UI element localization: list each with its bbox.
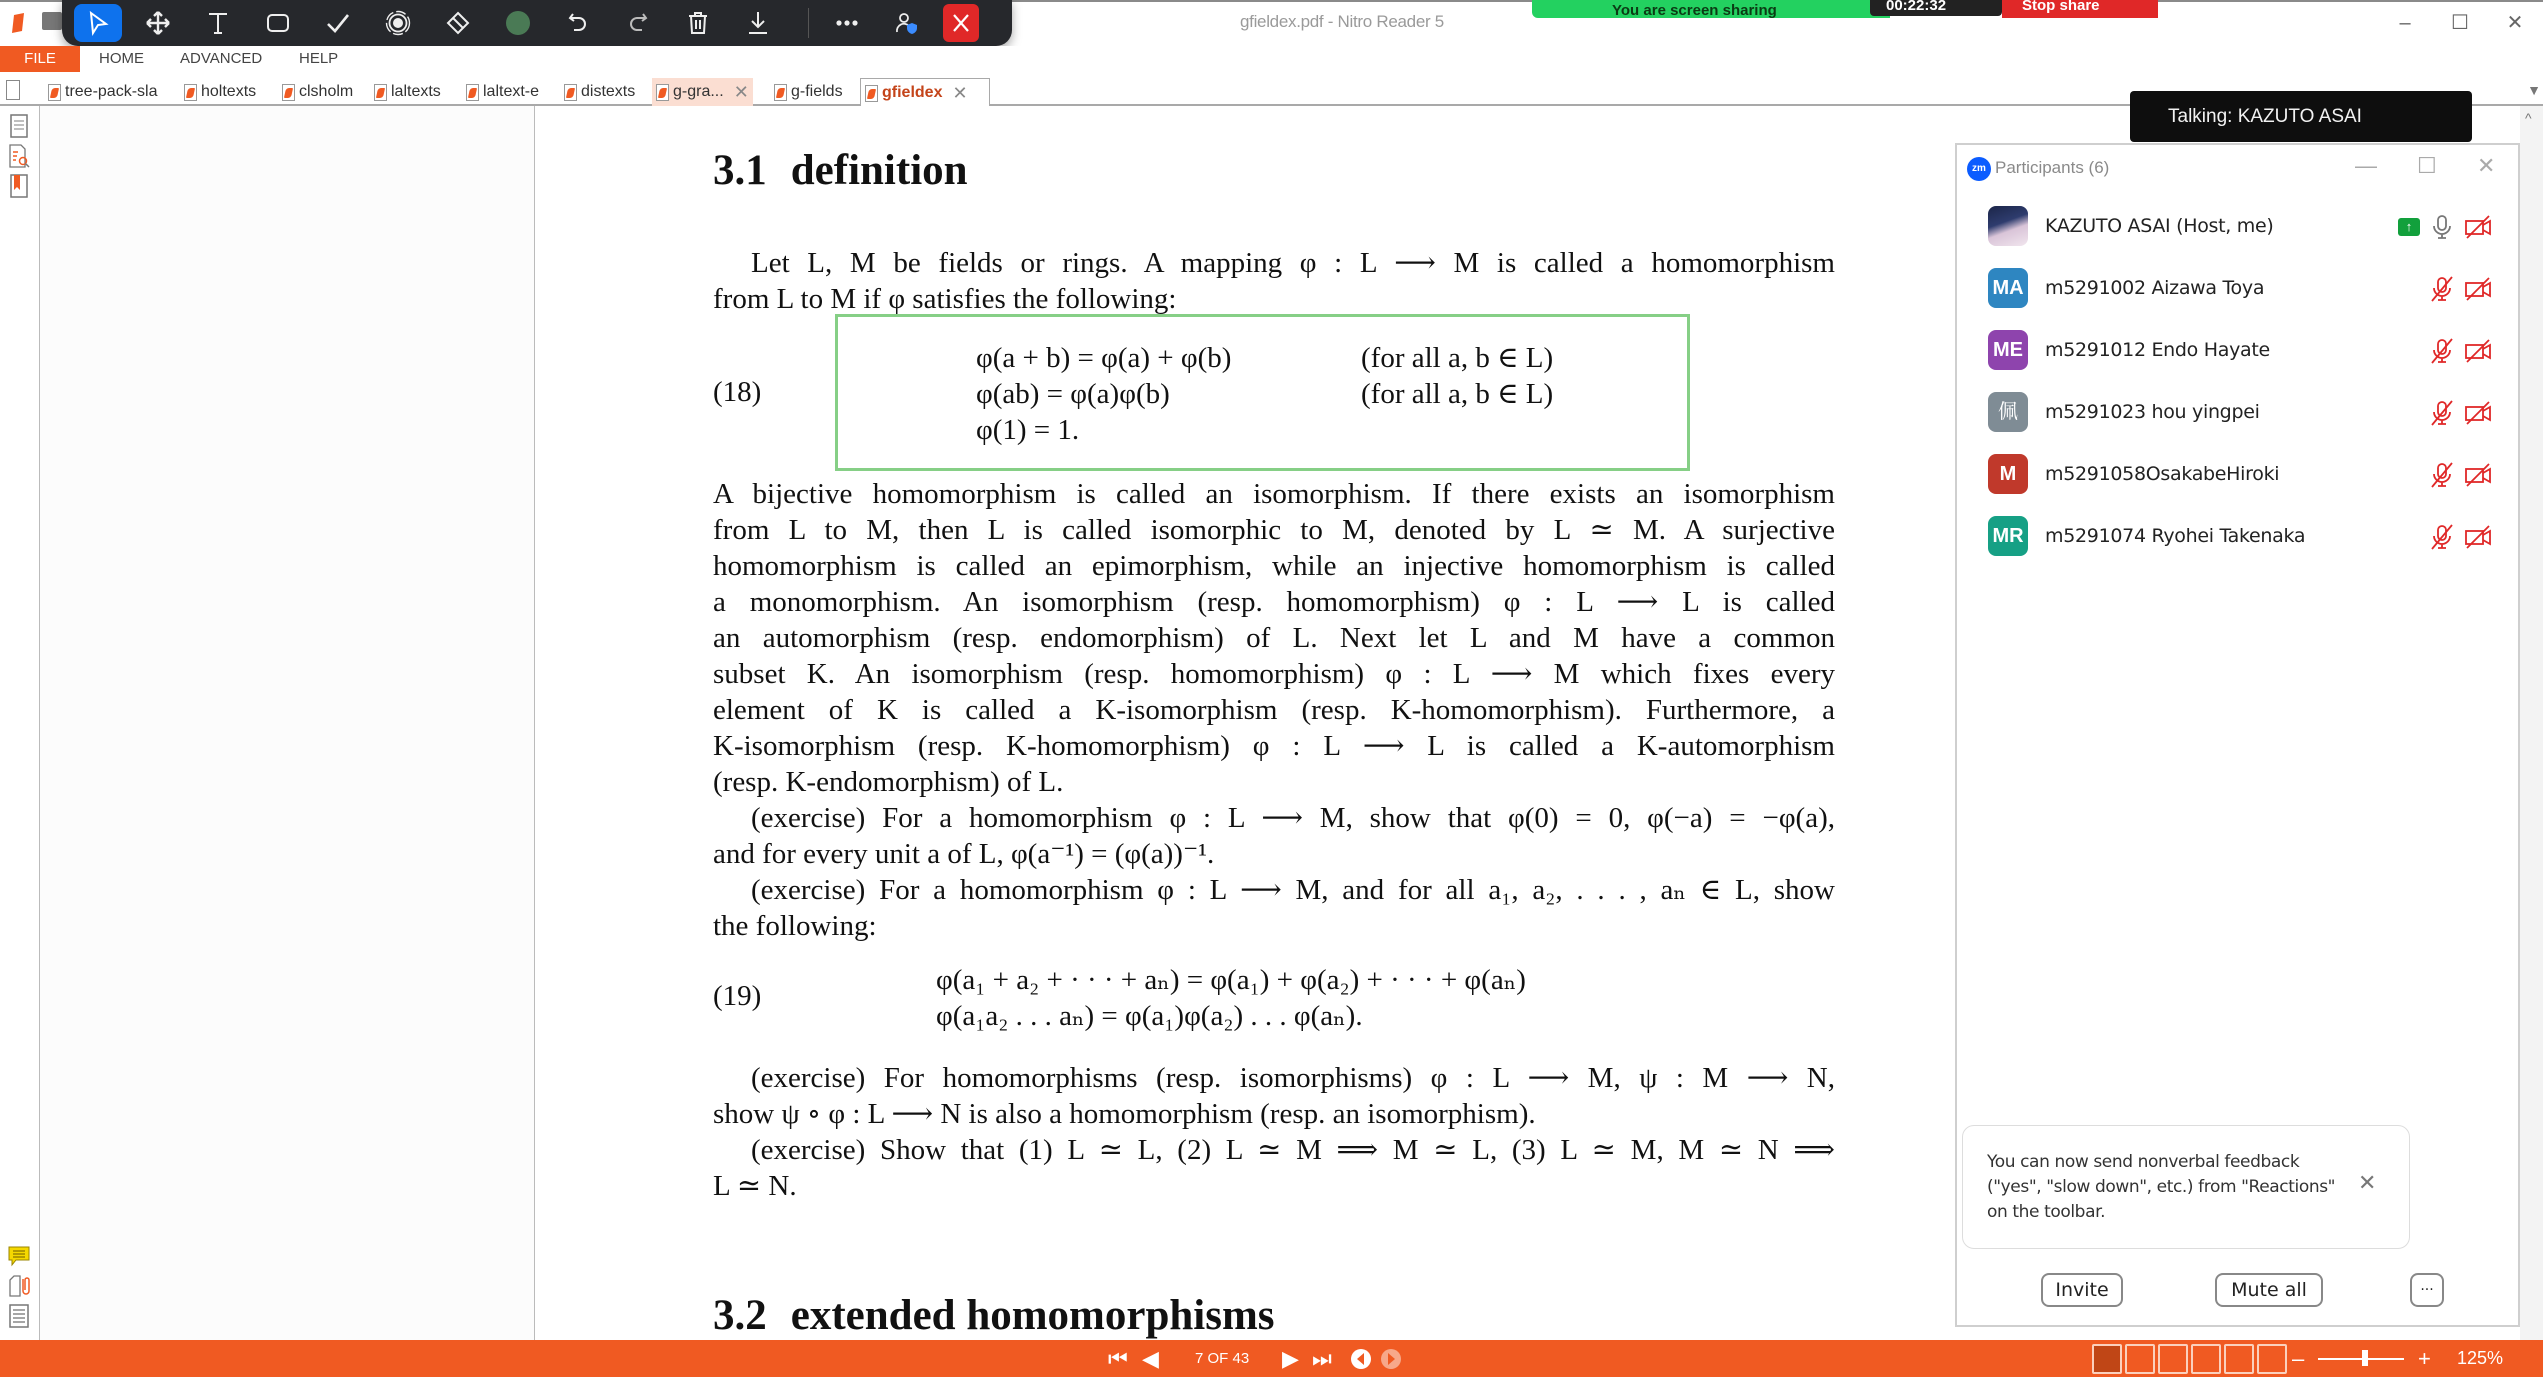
- avatar-initials: MA: [1988, 268, 2028, 308]
- paragraph-isomorphism: A bijective homomorphism is called an isomorphism. If there exists an isomorphism from L to M, then L is called isomorphic to M, denoted by L ≃ M. A surjective homomorphism is called an epimorphism, while an injective homomorphism is called a monomorphism. An isomorphism (resp. homomorphism) φ : L ⟶ L is called an automorphism (resp. endomorphism) of L. Next let L and M have a common subset K. An isomorphism (resp. homomorphism) φ : L ⟶ M which fixes every element of K is called a K-isomorphism (resp. K-homomorphism). Furthermore, a K-isomorphism (resp. K-homomorphism) φ : L ⟶ L is called a K-automorphism (resp. K-endomorphism) of L.: [713, 478, 1835, 798]
- participants-panel: [1955, 143, 2520, 1327]
- participant-name: m5291023 hou yingpei: [2045, 401, 2260, 423]
- participant-status-icons: [2420, 337, 2492, 365]
- avatar-photo: [1988, 206, 2028, 246]
- participant-status-icons: [2420, 523, 2492, 551]
- bookmark-icon[interactable]: [8, 174, 30, 198]
- participant-row[interactable]: [1957, 505, 2518, 567]
- microphone-muted-icon[interactable]: [2428, 399, 2456, 427]
- video-off-icon[interactable]: [2464, 213, 2492, 241]
- close-window-button[interactable]: ✕: [2506, 12, 2524, 34]
- save-button[interactable]: [734, 4, 782, 42]
- rectangle-tool-button[interactable]: [254, 4, 302, 42]
- equation-number-18: (18): [713, 376, 762, 408]
- zoom-in-button[interactable]: +: [2418, 1346, 2431, 1371]
- checkmark-icon: [325, 10, 351, 36]
- pdf-file-icon: [184, 84, 197, 101]
- forward-circle-icon: [1380, 1348, 1402, 1370]
- pdf-file-icon: [774, 84, 787, 101]
- invite-button[interactable]: Invite: [2041, 1273, 2123, 1307]
- equation-19-line-1: φ(a₁ + a₂ + · · · + aₙ) = φ(a₁) + φ(a₂) + · · · + φ(aₙ): [936, 964, 1526, 996]
- exercise-3: (exercise) For homomorphisms (resp. isomorphisms) φ : L ⟶ M, ψ : M ⟶ N, show ψ ∘ φ : L ⟶ N is also a homomorphism (resp. an isomorphism).: [713, 1062, 1835, 1130]
- ellipsis-icon: [834, 10, 860, 36]
- participant-name: KAZUTO ASAI (Host, me): [2045, 215, 2274, 237]
- pdf-file-icon: [282, 84, 295, 101]
- tab-holtexts[interactable]: holtexts: [180, 78, 260, 106]
- annotator-name-button[interactable]: [883, 4, 931, 42]
- section-heading-3-2: 3.2 extended homomorphisms: [713, 1292, 1275, 1339]
- participants-header: [1957, 145, 2518, 193]
- avatar-initials: 佩: [1988, 392, 2028, 432]
- spotlight-icon: [385, 10, 411, 36]
- share-timer[interactable]: 00:22:32: [1870, 0, 2002, 16]
- more-options-button[interactable]: ···: [2410, 1273, 2444, 1307]
- screen-share-status-icon: ↑: [2398, 218, 2420, 236]
- text-t-icon: [205, 10, 231, 36]
- previous-page-button[interactable]: ◀: [1142, 1346, 1159, 1371]
- page-number-field[interactable]: 7 OF 43: [1195, 1350, 1250, 1367]
- participants-title: Participants (6): [1995, 158, 2110, 177]
- participant-name: m5291058OsakabeHiroki: [2045, 463, 2280, 485]
- select-tool-button[interactable]: [74, 4, 122, 42]
- status-bar: [0, 1340, 2543, 1377]
- comments-icon[interactable]: [8, 1244, 30, 1268]
- panel-popout-button[interactable]: ☐: [2417, 153, 2437, 178]
- menu-bar: [0, 46, 2543, 72]
- section-heading-3-1: 3.1 definition: [713, 147, 968, 194]
- single-page-view-button[interactable]: [2092, 1344, 2122, 1374]
- text-tool-button[interactable]: [194, 4, 242, 42]
- continuous-view-button[interactable]: [2125, 1344, 2155, 1374]
- video-off-icon[interactable]: [2464, 399, 2492, 427]
- video-off-icon[interactable]: [2464, 275, 2492, 303]
- pdf-file-icon: [656, 84, 669, 101]
- next-page-button[interactable]: ▶: [1282, 1346, 1299, 1371]
- participant-row[interactable]: [1957, 257, 2518, 319]
- last-page-button[interactable]: ⏭: [1312, 1346, 1332, 1371]
- participant-status-icons: [2398, 213, 2492, 241]
- navigation-panel: [40, 106, 535, 1340]
- tab-gfieldex[interactable]: gfieldex ✕: [860, 78, 990, 109]
- nitro-logo-icon: [10, 12, 28, 34]
- talking-indicator: Talking: KAZUTO ASAI: [2130, 91, 2472, 142]
- exercise-4: (exercise) Show that (1) L ≃ L, (2) L ≃ M ⟹ M ≃ L, (3) L ≃ M, M ≃ N ⟹ L ≃ N.: [713, 1134, 1835, 1202]
- participant-row[interactable]: [1957, 319, 2518, 381]
- undo-button[interactable]: [554, 4, 602, 42]
- microphone-muted-icon[interactable]: [2428, 461, 2456, 489]
- menu-help[interactable]: HELP: [299, 50, 339, 67]
- close-tab-icon[interactable]: ✕: [733, 81, 749, 102]
- participant-row[interactable]: [1957, 443, 2518, 505]
- eraser-icon: [445, 10, 471, 36]
- microphone-muted-icon[interactable]: [2428, 523, 2456, 551]
- fit-page-view-button[interactable]: [2257, 1344, 2287, 1374]
- equation-18-line-1: φ(a + b) = φ(a) + φ(b): [976, 342, 1232, 374]
- scroll-up-arrow[interactable]: ^: [2525, 110, 2532, 126]
- download-icon: [745, 10, 771, 36]
- participant-name: m5291012 Endo Hayate: [2045, 339, 2270, 361]
- participant-status-icons: [2420, 275, 2492, 303]
- toolbar-divider: [808, 8, 809, 38]
- microphone-icon[interactable]: [2428, 213, 2456, 241]
- close-tab-icon[interactable]: ✕: [952, 82, 968, 103]
- back-circle-icon: [1350, 1348, 1372, 1370]
- facing-view-button[interactable]: [2158, 1344, 2188, 1374]
- participant-row[interactable]: [1957, 195, 2518, 257]
- pointer-icon: [85, 10, 111, 36]
- move-arrows-icon: [145, 10, 171, 36]
- redo-button[interactable]: [614, 4, 662, 42]
- fit-width-view-button[interactable]: [2224, 1344, 2254, 1374]
- exercise-1: (exercise) For a homomorphism φ : L ⟶ M, show that φ(0) = 0, φ(−a) = −φ(a), and for every unit a of L, φ(a⁻¹) = (φ(a))⁻¹.: [713, 802, 1835, 870]
- mute-all-button[interactable]: Mute all: [2215, 1273, 2323, 1307]
- zoom-logo-icon: zm: [1967, 157, 1991, 181]
- delete-button[interactable]: [674, 4, 722, 42]
- rectangle-icon: [265, 10, 291, 36]
- equation-number-19: (19): [713, 980, 762, 1012]
- tab-g-fields[interactable]: g-fields: [770, 78, 847, 106]
- menu-home[interactable]: HOME: [99, 50, 144, 67]
- participant-name: m5291002 Aizawa Toya: [2045, 277, 2265, 299]
- outline-list-icon[interactable]: [8, 1304, 30, 1328]
- pdf-file-icon: [865, 85, 878, 102]
- equation-19-line-2: φ(a₁a₂ . . . aₙ) = φ(a₁)φ(a₂) . . . φ(aₙ).: [936, 1000, 1363, 1032]
- next-view-button[interactable]: [1380, 1340, 1402, 1377]
- facing-continuous-view-button[interactable]: [2191, 1344, 2221, 1374]
- document-scrollbar[interactable]: [2520, 106, 2543, 1340]
- participant-row[interactable]: [1957, 381, 2518, 443]
- exercise-2: (exercise) For a homomorphism φ : L ⟶ M, and for all a₁, a₂, . . . , aₙ ∈ L, show the following:: [713, 874, 1835, 942]
- left-sidebar-rail: [0, 106, 40, 1340]
- pdf-file-icon: [374, 84, 387, 101]
- eraser-tool-button[interactable]: [434, 4, 482, 42]
- screen-sharing-indicator[interactable]: [1532, 0, 1890, 18]
- person-shield-icon: [894, 10, 920, 36]
- avatar-initials: MR: [1988, 516, 2028, 556]
- undo-icon: [565, 10, 591, 36]
- color-picker-button[interactable]: [494, 4, 542, 42]
- tab-clsholm[interactable]: clsholm: [278, 78, 357, 106]
- participant-status-icons: [2420, 461, 2492, 489]
- pages-thumbnail-icon[interactable]: [8, 114, 30, 138]
- video-off-icon[interactable]: [2464, 461, 2492, 489]
- pdf-file-icon: [564, 84, 577, 101]
- reactions-tip-tooltip: [1962, 1125, 2410, 1249]
- microphone-muted-icon[interactable]: [2428, 337, 2456, 365]
- annotation-toolbar: [62, 0, 1012, 46]
- paragraph-definition: Let L, M be fields or rings. A mapping φ : L ⟶ M is called a homomorphism from L to M if φ satisfies the following:: [713, 247, 1835, 315]
- tab-list-icon[interactable]: [6, 80, 20, 100]
- pdf-file-icon: [48, 84, 61, 101]
- tab-tree-pack-sla[interactable]: tree-pack-sla: [44, 78, 161, 106]
- equation-18-line-3: φ(1) = 1.: [976, 414, 1080, 446]
- microphone-muted-icon[interactable]: [2428, 275, 2456, 303]
- equation-highlight-box: [835, 314, 1690, 471]
- tab-overflow-dropdown[interactable]: ▼: [2527, 82, 2541, 98]
- pdf-file-icon: [466, 84, 479, 101]
- spotlight-tool-button[interactable]: [374, 4, 422, 42]
- equation-18-condition-2: (for all a, b ∈ L): [1361, 378, 1554, 410]
- equation-18-line-2: φ(ab) = φ(a)φ(b): [976, 378, 1170, 410]
- stop-share-button[interactable]: Stop share: [2002, 0, 2158, 18]
- tab-laltext-e[interactable]: laltext-e: [462, 78, 543, 106]
- move-tool-button[interactable]: [134, 4, 182, 42]
- video-off-icon[interactable]: [2464, 523, 2492, 551]
- trash-icon: [685, 10, 711, 36]
- stamp-check-tool-button[interactable]: [314, 4, 362, 42]
- open-folder-icon[interactable]: [42, 12, 62, 30]
- window-title: gfieldex.pdf - Nitro Reader 5: [1240, 12, 1444, 31]
- search-document-icon[interactable]: [8, 144, 30, 168]
- tab-g-gra[interactable]: g-gra... ✕: [652, 78, 753, 106]
- menu-file[interactable]: FILE: [0, 46, 80, 72]
- maximize-button[interactable]: ☐: [2451, 12, 2469, 34]
- panel-minimize-button[interactable]: —: [2355, 153, 2377, 178]
- panel-close-button[interactable]: ✕: [2477, 153, 2496, 178]
- screen-sharing-label: You are screen sharing: [1612, 2, 1777, 18]
- tab-distexts[interactable]: distexts: [560, 78, 639, 106]
- close-annotation-button[interactable]: [943, 4, 979, 42]
- equation-18-condition-1: (for all a, b ∈ L): [1361, 342, 1554, 374]
- close-tooltip-icon[interactable]: ✕: [2358, 1170, 2377, 1195]
- zoom-slider-thumb[interactable]: [2362, 1350, 2368, 1366]
- redo-icon: [625, 10, 651, 36]
- screen-share-bar: [1532, 0, 2178, 18]
- participant-name: m5291074 Ryohei Takenaka: [2045, 525, 2306, 547]
- more-options-button[interactable]: [823, 4, 871, 42]
- color-swatch-icon: [505, 10, 531, 36]
- tab-laltexts[interactable]: laltexts: [370, 78, 445, 106]
- attachments-icon[interactable]: [8, 1274, 30, 1298]
- zoom-slider[interactable]: [2318, 1358, 2404, 1360]
- zoom-level[interactable]: 125%: [2457, 1348, 2504, 1368]
- minimize-button[interactable]: –: [2399, 12, 2411, 34]
- first-page-button[interactable]: ⏮: [1108, 1346, 1128, 1371]
- tooltip-text: You can now send nonverbal feedback ("yes", "slow down", etc.) from "Reactions" on the toolbar.: [1987, 1152, 2336, 1222]
- previous-view-button[interactable]: [1350, 1340, 1372, 1377]
- close-x-icon: [948, 10, 974, 36]
- video-off-icon[interactable]: [2464, 337, 2492, 365]
- avatar-initials: ME: [1988, 330, 2028, 370]
- zoom-out-button[interactable]: –: [2292, 1346, 2305, 1371]
- menu-advanced[interactable]: ADVANCED: [180, 50, 263, 67]
- avatar-initials: M: [1988, 454, 2028, 494]
- participant-status-icons: [2420, 399, 2492, 427]
- document-view[interactable]: [536, 106, 1956, 1340]
